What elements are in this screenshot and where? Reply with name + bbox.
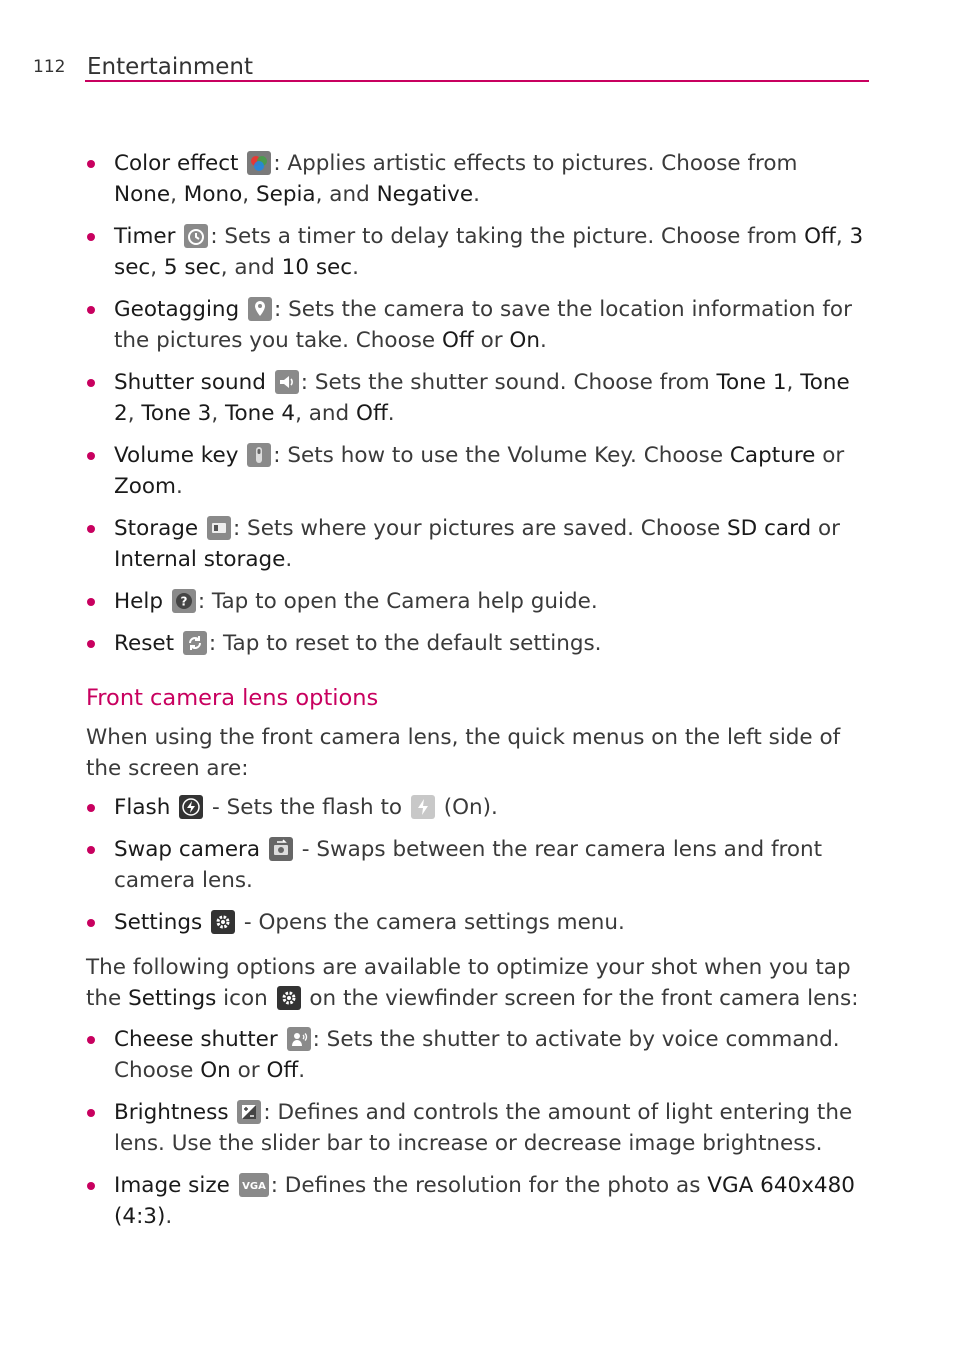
brightness-icon [237,1100,261,1124]
list-item-reset: Reset : Tap to reset to the default settings. [86,628,866,659]
cheese-shutter-icon [287,1027,311,1051]
list-item-brightness: Brightness : Defines and controls the amount of light entering the lens. Use the slider bar to increase or decrease image brightness. [86,1097,866,1159]
image-size-icon [239,1173,269,1197]
swap-camera-icon [269,837,293,861]
volume-key-icon [247,443,271,467]
section-header: Entertainment [87,54,253,80]
page-content [86,148,866,1243]
svg-text:VGA: VGA [241,1181,266,1192]
header-rule [85,80,869,82]
storage-icon [207,516,231,540]
list-item-cheese-shutter: Cheese shutter : Sets the shutter to activate by voice command. Choose On or Off. [86,1024,866,1086]
list-item-swap-camera: Swap camera - Swaps between the rear camera lens and front camera lens. [86,834,866,896]
list-item-image-size: Image size VGA : Defines the resolution for the photo as VGA 640x480 (4:3). [86,1170,866,1232]
shutter-sound-icon [275,370,299,394]
front-camera-intro: When using the front camera lens, the quick menus on the left side of the screen are: [86,725,841,781]
list-item-flash: Flash - Sets the flash to (On). [86,792,866,823]
svg-text:?: ? [180,594,188,609]
front-camera-heading: Front camera lens options [86,685,379,711]
settings-icon [211,910,235,934]
timer-icon [184,224,208,248]
camera-settings-list [86,148,866,659]
reset-icon [183,631,207,655]
list-item-volume-key: Volume key : Sets how to use the Volume Key. Choose Capture or Zoom. [86,440,866,502]
flash-icon [179,795,203,819]
list-item-settings: Settings - Opens the camera settings menu. [86,907,866,938]
list-item-storage: Storage : Sets where your pictures are saved. Choose SD card or Internal storage. [86,513,866,575]
options-paragraph: The following options are available to optimize your shot when you tap the Settings icon on the viewfinder screen for the front camera lens: [86,955,859,1011]
list-item-color-effect: Color effect : Applies artistic effects to pictures. Choose from None, Mono, Sepia, and Negative. [86,148,866,210]
help-icon [172,589,196,613]
color-effect-icon [247,151,271,175]
list-item-help: Help ? : Tap to open the Camera help guide. [86,586,866,617]
page-number: 112 [33,57,66,77]
flash-on-icon [411,795,435,819]
front-options-list [86,1024,866,1232]
front-quick-menu-list [86,792,866,938]
geotagging-icon [248,297,272,321]
settings-icon [277,986,301,1010]
list-item-timer: Timer : Sets a timer to delay taking the picture. Choose from Off, 3 sec, 5 sec, and 10 sec. [86,221,866,283]
list-item-shutter-sound: Shutter sound : Sets the shutter sound. Choose from Tone 1, Tone 2, Tone 3, Tone 4, and Off. [86,367,866,429]
list-item-geotagging: Geotagging : Sets the camera to save the location information for the pictures you take. Choose Off or On. [86,294,866,356]
